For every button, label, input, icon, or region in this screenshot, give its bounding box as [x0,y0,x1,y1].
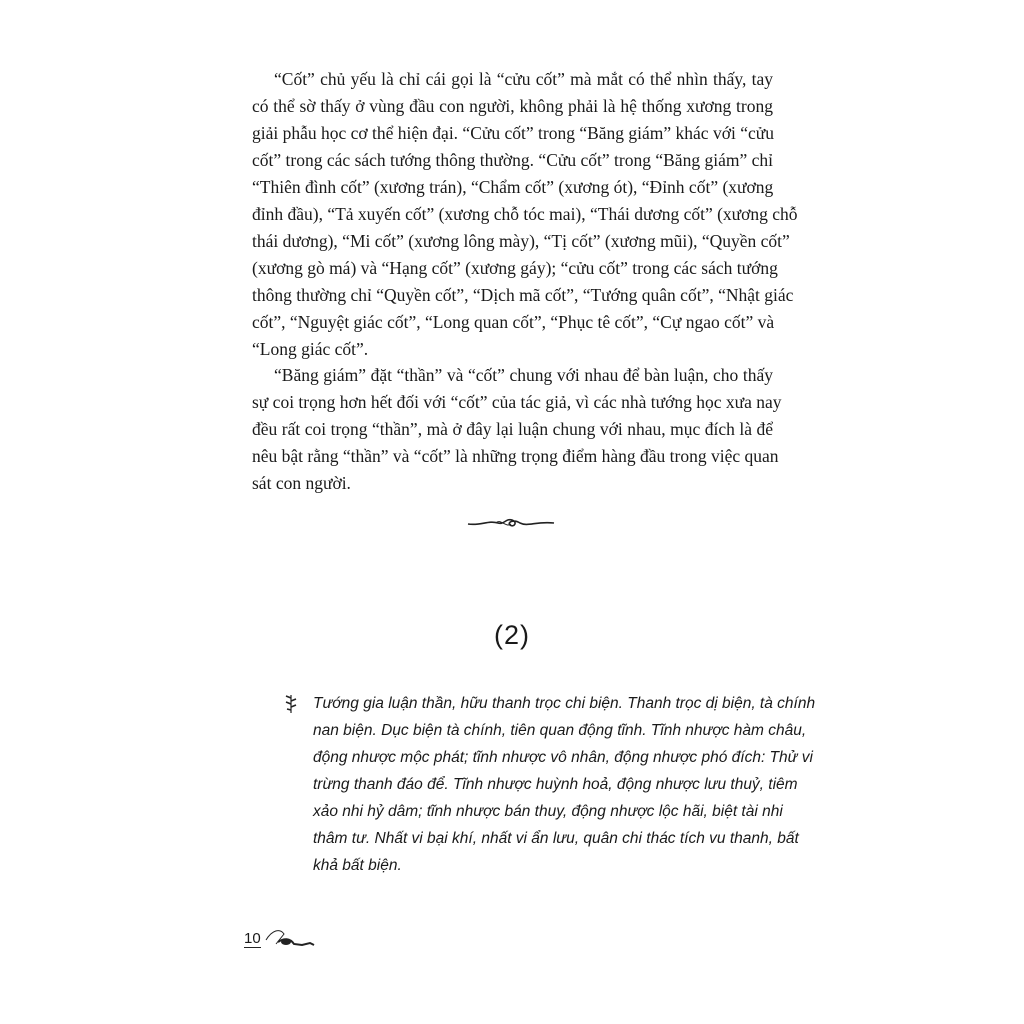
text-line: “Cốt” chủ yếu là chỉ cái gọi là “cửu cốt” mà mắt có thể nhìn thấy, tay [274,69,773,89]
text-line: “Thiên đình cốt” (xương trán), “Chẩm cốt” (xương ót), “Đỉnh cốt” (xương [252,177,774,197]
text-line: nêu bật rằng “thần” và “cốt” là những trọng điểm hàng đầu trong việc quan [252,446,779,466]
flourish-ornament-icon [466,514,556,532]
text-line: xảo nhi hỷ dâm; tĩnh nhược bán thuy, động nhược lộc hãi, biệt tài nhi [313,803,783,820]
text-line: “Băng giám” đặt “thần” và “cốt” chung với nhau để bàn luận, cho thấy [274,365,773,385]
section-number: (2) [494,620,530,650]
text-line: giải phẫu học cơ thể hiện đại. “Cửu cốt” trong “Băng giám” khác với “cửu [252,123,774,143]
text-line: nan biện. Dục biện tà chính, tiên quan động tĩnh. Tĩnh nhược hàm châu, [313,722,807,739]
text-line: có thể sờ thấy ở vùng đầu con người, không phải là hệ thống xương trong [252,96,773,116]
page-number: 10 [244,930,261,947]
paragraph-cot-explanation [252,66,798,363]
text-line: cốt” trong các sách tướng thông thường. “Cửu cốt” trong “Băng giám” chỉ [252,150,773,170]
text-line: sát con người. [252,473,351,493]
text-line: “Long giác cốt”. [252,339,369,359]
text-line: Tướng gia luận thần, hữu thanh trọc chi biện. Thanh trọc dị biện, tà chính [313,695,816,712]
text-line: động nhược mộc phát; tĩnh nhược vô nhân, động nhược phó đích: Thử vi [313,749,813,766]
text-line: (xương gò má) và “Hạng cốt” (xương gáy); “cửu cốt” trong các sách tướng [252,258,778,278]
text-line: sự coi trọng hơn hết đối với “cốt” của tác giả, vì các nhà tướng học xưa nay [252,392,782,412]
classical-quote [313,690,816,879]
text-line: khả bất biện. [313,857,402,874]
text-line: đỉnh đầu), “Tả xuyến cốt” (xương chỗ tóc mai), “Thái dương cốt” (xương chỗ [252,204,798,224]
leaf-sprig-icon [283,694,299,714]
text-line: thái dương), “Mi cốt” (xương lông mày), “Tị cốt” (xương mũi), “Quyền cốt” [252,231,790,251]
fishing-figure-icon [262,926,317,950]
text-line: đều rất coi trọng “thần”, mà ở đây lại luận chung với nhau, mục đích là để [252,419,773,439]
text-line: trừng thanh đáo để. Tĩnh nhược huỳnh hoả, động nhược lưu thuỷ, tiêm [313,776,798,793]
paragraph-than-cot-discussion [252,362,782,497]
text-line: cốt”, “Nguyệt giác cốt”, “Long quan cốt”, “Phục tê cốt”, “Cự ngao cốt” và [252,312,775,332]
text-line: thông thường chỉ “Quyền cốt”, “Dịch mã cốt”, “Tướng quân cốt”, “Nhật giác [252,285,794,305]
text-line: thâm tư. Nhất vi bại khí, nhất vi ẩn lưu, quân chi thác tích vu thanh, bất [313,830,799,847]
